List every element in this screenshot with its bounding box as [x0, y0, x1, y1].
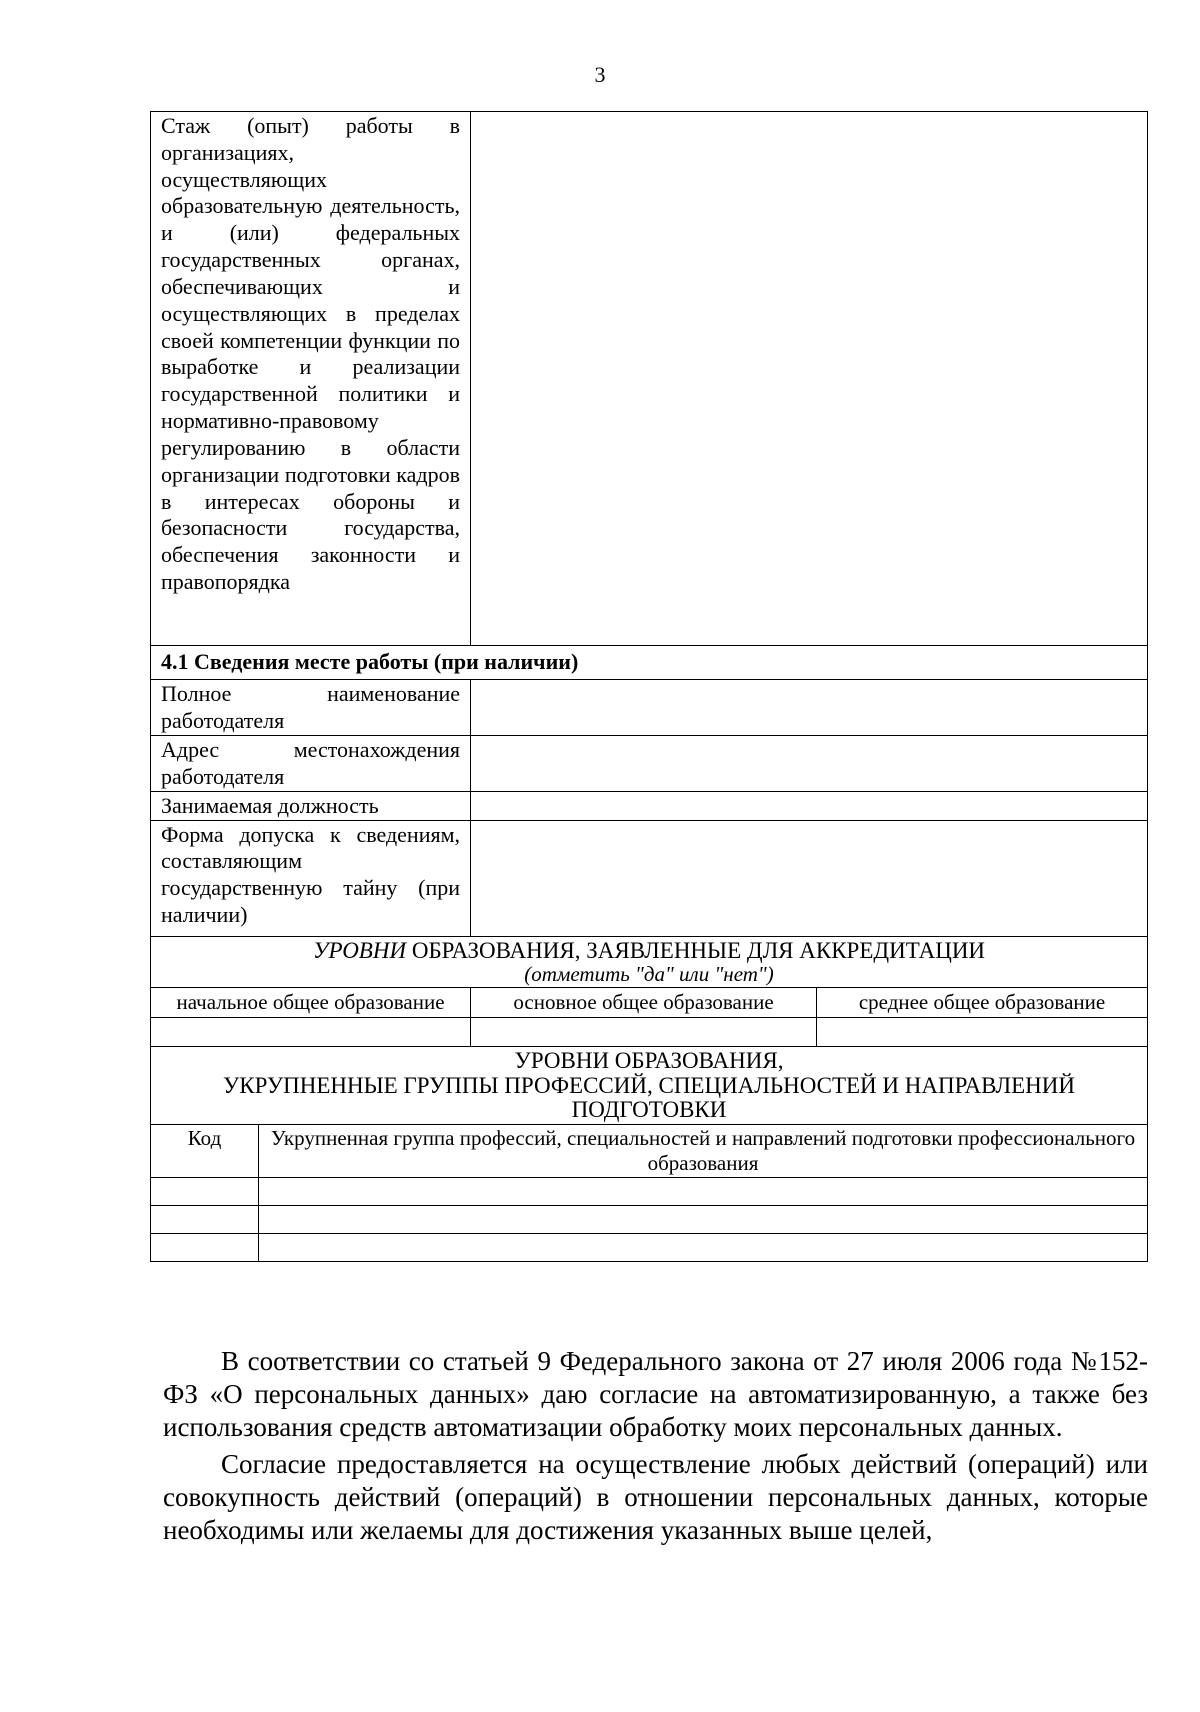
position-field[interactable] — [471, 791, 1148, 820]
employer-name-field[interactable] — [471, 679, 1148, 735]
levels-title-italic: УРОВНИ — [312, 937, 407, 963]
levels-title — [151, 936, 1148, 987]
level-secondary-field[interactable] — [817, 1018, 1148, 1047]
group-field[interactable] — [259, 1206, 1148, 1234]
groups-row — [151, 1206, 1148, 1234]
levels-title-rest: ОБРАЗОВАНИЯ, ЗАЯВЛЕННЫЕ ДЛЯ АККРЕДИТАЦИИ — [406, 937, 986, 963]
level-primary-field[interactable] — [151, 1018, 471, 1047]
employer-address-label: Адрес местонахождения работодателя — [151, 735, 471, 791]
group-column-header: Укрупненная группа профессий, специальностей и направлений подготовки профессионального образования — [259, 1124, 1148, 1177]
workplace-section-title: 4.1 Сведения месте работы (при наличии) — [151, 646, 1148, 680]
employer-name-label: Полное наименование работодателя — [151, 679, 471, 735]
workplace-row — [151, 679, 1148, 735]
accreditation-form-table — [150, 111, 1148, 1262]
levels-header-row — [151, 936, 1148, 987]
groups-header-row — [151, 1047, 1148, 1124]
workplace-section-row — [151, 646, 1148, 680]
group-field[interactable] — [259, 1234, 1148, 1262]
levels-note: (отметить "да" или "нет") — [524, 961, 774, 986]
consent-paragraph-1: В соответствии со статьей 9 Федерального закона от 27 июля 2006 года №152-ФЗ «О персональных данных» даю согласие на автоматизированную, а также без использования средств автоматизации обработку моих персональных данных. — [163, 1346, 1148, 1442]
groups-columns-row — [151, 1124, 1148, 1177]
groups-title-line-2: УКРУПНЕННЫЕ ГРУППЫ ПРОФЕССИЙ, СПЕЦИАЛЬНОСТЕЙ И НАПРАВЛЕНИЙ — [222, 1072, 1076, 1098]
groups-row — [151, 1234, 1148, 1262]
groups-title — [151, 1047, 1148, 1124]
code-field[interactable] — [151, 1206, 259, 1234]
level-secondary-header: среднее общее образование — [817, 987, 1148, 1018]
workplace-row — [151, 820, 1148, 936]
employer-address-field[interactable] — [471, 735, 1148, 791]
code-field[interactable] — [151, 1234, 259, 1262]
group-field[interactable] — [259, 1178, 1148, 1206]
level-basic-header: основное общее образование — [471, 987, 817, 1018]
level-primary-header: начальное общее образование — [151, 987, 471, 1018]
level-basic-field[interactable] — [471, 1018, 817, 1047]
code-field[interactable] — [151, 1178, 259, 1206]
groups-row — [151, 1178, 1148, 1206]
levels-columns-row — [151, 987, 1148, 1018]
levels-values-row — [151, 1018, 1148, 1047]
consent-paragraph-2: Согласие предоставляется на осуществление любых действий (операций) или совокупность действий (операций) в отношении персональных данных, которые необходимы или желаемы для достижения указанных выше целей, — [163, 1449, 1148, 1545]
experience-value-field[interactable] — [471, 112, 1148, 646]
page-number: 3 — [594, 62, 606, 87]
workplace-row — [151, 735, 1148, 791]
position-label: Занимаемая должность — [151, 791, 471, 820]
code-column-header: Код — [151, 1124, 259, 1177]
groups-title-line-3: ПОДГОТОВКИ — [571, 1096, 727, 1122]
clearance-field[interactable] — [471, 820, 1148, 936]
groups-title-line-1: УРОВНИ ОБРАЗОВАНИЯ, — [514, 1048, 784, 1074]
consent-text — [163, 1345, 1148, 1551]
clearance-label: Форма допуска к сведениям, составляющим государственную тайну (при наличии) — [151, 820, 471, 936]
experience-label: Стаж (опыт) работы в организациях, осуществляющих образовательную деятельность, и (или) федеральных государственных органах, обеспечивающих и осуществляющих в пределах своей компетенции функции по выработке и реализации государственной политики и нормативно-правовому регулированию в области организации подготовки кадров в интересах обороны и безопасности государства, обеспечения законности и правопорядка — [151, 112, 471, 646]
experience-row — [151, 112, 1148, 646]
workplace-row — [151, 791, 1148, 820]
